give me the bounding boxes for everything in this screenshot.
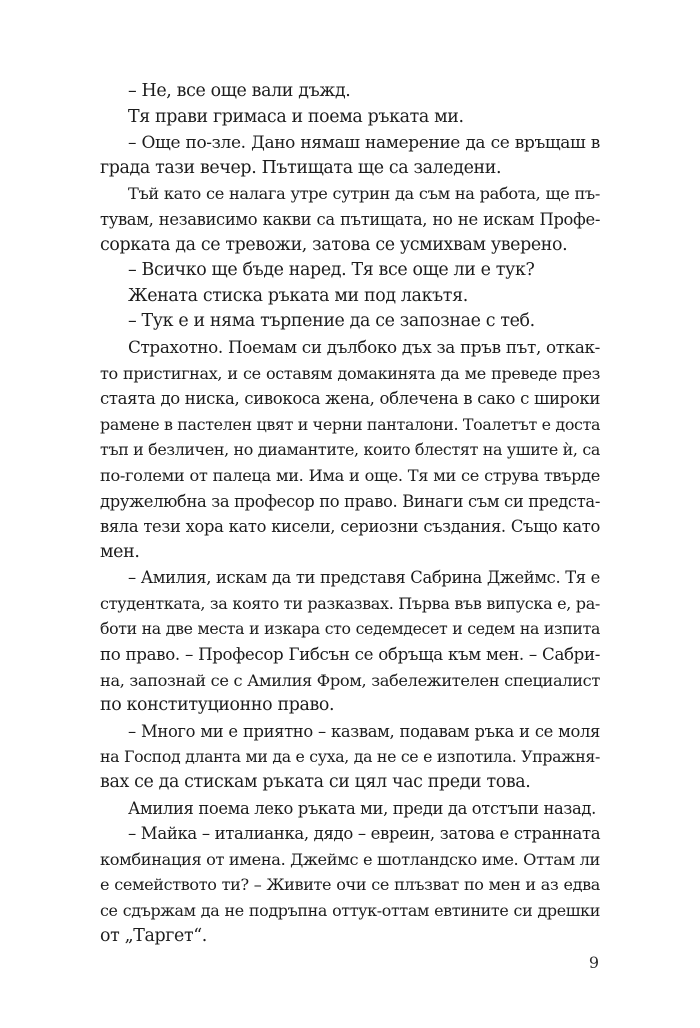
text-line: – Амилия, искам да ти представя Сабрина Джеймс. Тя е — [128, 568, 600, 588]
text-line: – Още по-зле. Дано нямаш намерение да се връщаш в — [128, 132, 600, 153]
text-line: боти на две места и изкара сто седемдесет и седем на изпита — [100, 619, 600, 639]
text-line: Тъй като се налага утре сутрин да съм на работа, ще пъ- — [128, 184, 600, 204]
text-line: по конституционно право. — [100, 695, 335, 716]
text-line: – Всичко ще бъде наред. Тя все още ли е тук? — [128, 260, 535, 281]
text-line: Страхотно. Поемам си дълбоко дъх за пръв път, откак- — [128, 336, 600, 357]
text-line: по-големи от палеца ми. Има и още. Тя ми се струва твърде — [100, 465, 600, 485]
text-line: от „Таргет“. — [100, 925, 207, 946]
text-line: града тази вечер. Пътищата ще са заледени. — [100, 157, 502, 178]
text-line: стаята до ниска, сивокоса жена, облечена в сако с широки — [100, 389, 600, 409]
page-number: 9 — [588, 953, 599, 972]
text-line: Тя прави гримаса и поема ръката ми. — [128, 106, 464, 127]
text-line: тувам, независимо какви са пътищата, но не искам Профе- — [100, 209, 600, 229]
text-line: – Не, все още вали дъжд. — [128, 81, 351, 101]
text-line: е семейството ти? – Живите очи се плъзват по мен и аз едва — [100, 875, 600, 895]
text-line: сорката да се тревожи, затова се усмихвам уверено. — [100, 234, 568, 255]
text-line: – Майка – италианка, дядо – евреин, затова е странната — [128, 824, 601, 844]
text-line: – Много ми е приятно – казвам, подавам ръка и се моля — [128, 721, 600, 741]
text-line: по право. – Професор Гибсън се обръща към мен. – Сабри- — [100, 645, 600, 665]
text-line: то пристигнах, и се оставям домакинята да ме преведе през — [100, 363, 600, 383]
body-text — [100, 79, 600, 949]
text-line: на, запознай се с Амилия Фром, забележителен специалист — [100, 670, 600, 690]
text-line: мен. — [100, 541, 140, 562]
text-line: на Господ дланта ми да е суха, да не се е изпотила. Упражня- — [100, 747, 600, 767]
text-line: комбинация от имена. Джеймс е шотландско име. Оттам ли — [100, 849, 600, 869]
text-line: рамене в пастелен цвят и черни панталони. Тоалетът е доста — [100, 414, 601, 434]
text-line: се сдържам да не подръпна оттук-оттам евтините си дрешки — [100, 901, 600, 920]
text-line: вяла тези хора като кисели, сериозни създания. Също като — [100, 517, 600, 537]
text-line: студентката, за която ти разказвах. Първа във випуска е, ра- — [100, 593, 600, 613]
text-line: тъп и безличен, но диамантите, които блестят на ушите ѝ, са — [100, 440, 600, 460]
text-line: Жената стиска ръката ми под лакътя. — [128, 285, 468, 306]
text-line: – Тук е и няма търпение да се запознае с теб. — [128, 311, 535, 332]
text-line: вах се да стискам ръката си цял час преди това. — [100, 772, 531, 793]
text-line: дружелюбна за професор по право. Винаги съм си предста- — [100, 491, 600, 511]
text-line: Амилия поема леко ръката ми, преди да отстъпи назад. — [128, 798, 596, 818]
